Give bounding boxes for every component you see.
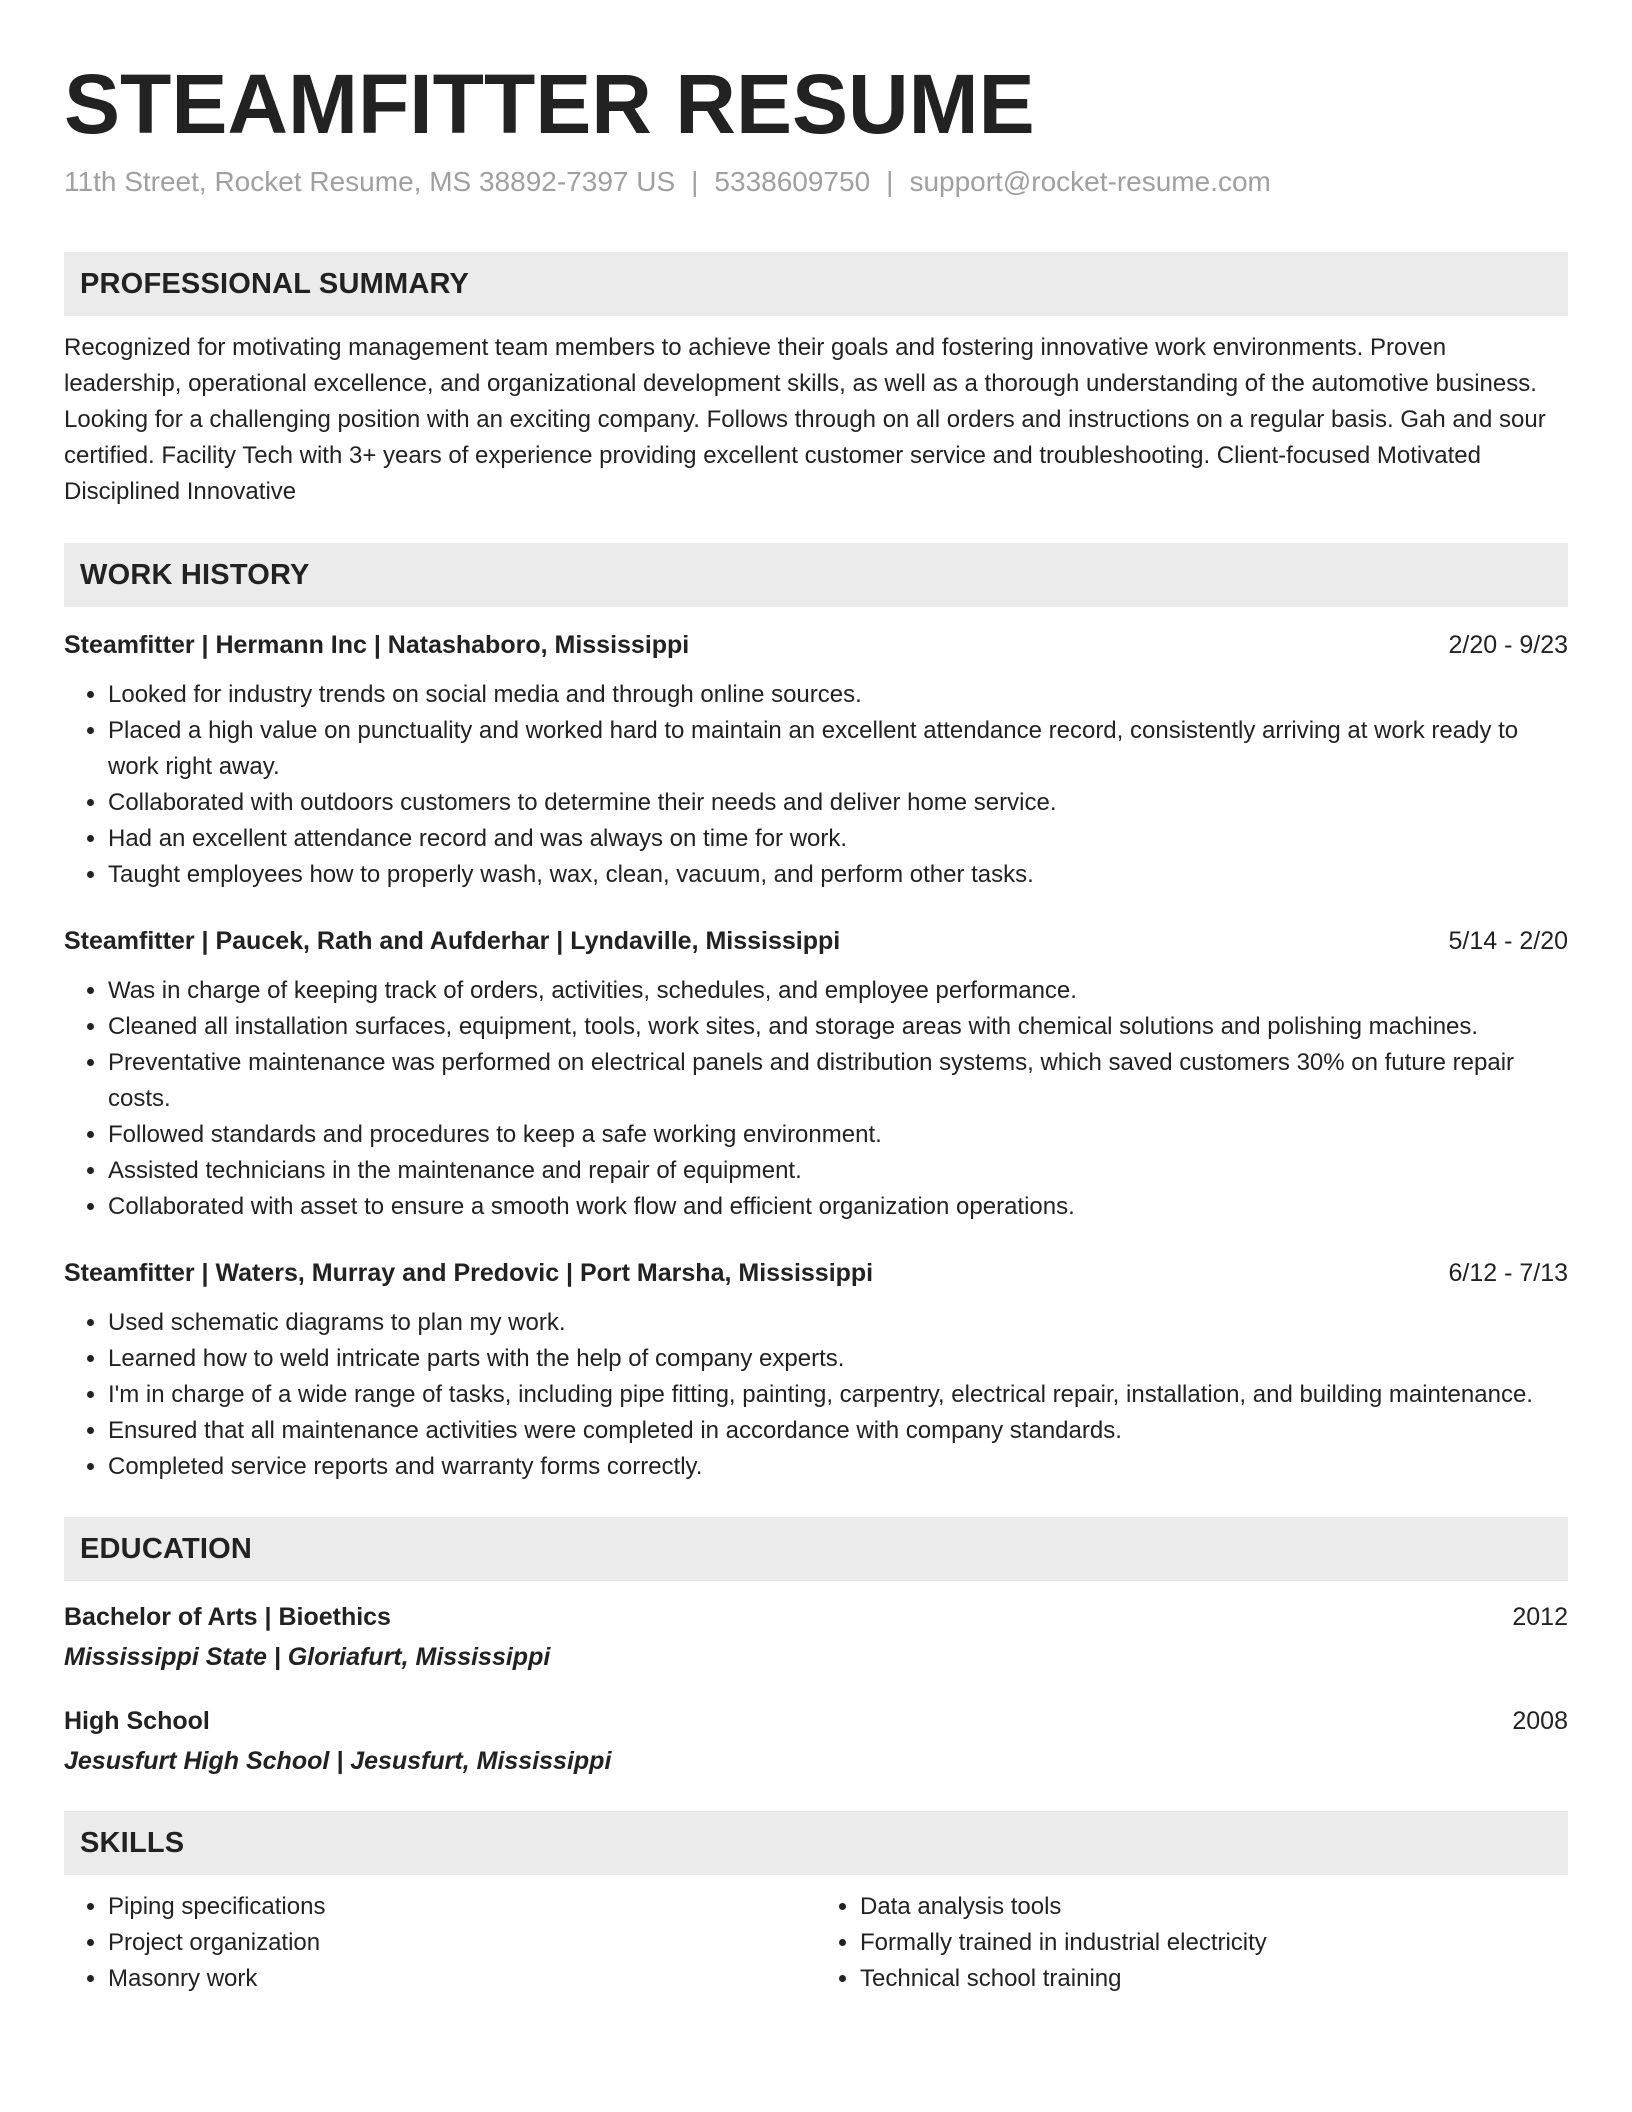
- education-heading: EDUCATION: [64, 1517, 1568, 1581]
- job-title: Steamfitter | Paucek, Rath and Aufderhar | Lyndaville, Mississippi: [64, 927, 841, 955]
- contact-email: support@rocket-resume.com: [909, 166, 1271, 197]
- job-title: Steamfitter | Waters, Murray and Predovic | Port Marsha, Mississippi: [64, 1259, 874, 1287]
- job-title-row: [64, 923, 1568, 959]
- education-degree: High School: [64, 1707, 210, 1735]
- contact-separator: |: [886, 166, 894, 197]
- education-degree: Bachelor of Arts | Bioethics: [64, 1603, 391, 1631]
- education-row: [64, 1599, 1568, 1635]
- job-dates: 6/12 - 7/13: [1448, 1259, 1568, 1287]
- education-year: 2008: [1512, 1707, 1568, 1735]
- job-bullet: • Collaborated with asset to ensure a smooth work flow and efficient organization operations.: [108, 1189, 1568, 1225]
- skills-column-left: [64, 1889, 816, 1997]
- job-entry: [64, 923, 1568, 1225]
- education-entry: [64, 1599, 1568, 1675]
- job-bullet: • Was in charge of keeping track of orders, activities, schedules, and employee performance.: [108, 973, 1568, 1009]
- skills-list: [64, 1889, 816, 1997]
- summary-text: Recognized for motivating management team members to achieve their goals and fostering innovative work environments. Proven leadership, operational excellence, and organizational development skills, as well as a thorough understanding of the automotive business. Looking for a challenging position with an exciting company. Follows through on all orders and instructions on a regular basis. Gah and sour certified. Facility Tech with 3+ years of experience providing excellent customer service and troubleshooting. Client-focused Motivated Disciplined Innovative: [64, 334, 1546, 505]
- education-school: Mississippi State | Gloriafurt, Mississippi: [64, 1643, 551, 1671]
- job-bullet: • I'm in charge of a wide range of tasks, including pipe fitting, painting, carpentry, electrical repair, installation, and building maintenance.: [108, 1377, 1568, 1413]
- education-row: [64, 1703, 1568, 1739]
- job-bullet: • Assisted technicians in the maintenance and repair of equipment.: [108, 1153, 1568, 1189]
- resume-title: STEAMFITTER RESUME: [64, 57, 1035, 151]
- skill-item: • Project organization: [108, 1925, 816, 1961]
- job-title: Steamfitter | Hermann Inc | Natashaboro, Mississippi: [64, 631, 690, 659]
- job-title-row: [64, 1255, 1568, 1291]
- job-bullet-list: [64, 677, 1568, 893]
- job-bullet: • Had an excellent attendance record and was always on time for work.: [108, 821, 1568, 857]
- contact-phone: 5338609750: [714, 166, 871, 197]
- skills-list: [816, 1889, 1568, 1997]
- education-year: 2012: [1512, 1603, 1568, 1631]
- job-bullet: • Learned how to weld intricate parts with the help of company experts.: [108, 1341, 1568, 1377]
- job-dates: 2/20 - 9/23: [1448, 631, 1568, 659]
- job-bullet: • Placed a high value on punctuality and worked hard to maintain an excellent attendance record, consistently arriving at work ready to work right away.: [108, 713, 1568, 785]
- education-school: Jesusfurt High School | Jesusfurt, Mississippi: [64, 1747, 612, 1775]
- skill-item: • Data analysis tools: [860, 1889, 1568, 1925]
- job-title-row: [64, 627, 1568, 663]
- job-bullet: • Preventative maintenance was performed on electrical panels and distribution systems, which saved customers 30% on future repair costs.: [108, 1045, 1568, 1117]
- skill-item: • Piping specifications: [108, 1889, 816, 1925]
- job-bullet: • Collaborated with outdoors customers to determine their needs and deliver home service.: [108, 785, 1568, 821]
- work-history-heading: WORK HISTORY: [64, 543, 1568, 607]
- job-entry: [64, 627, 1568, 893]
- job-dates: 5/14 - 2/20: [1448, 927, 1568, 955]
- job-bullet: • Cleaned all installation surfaces, equipment, tools, work sites, and storage areas with chemical solutions and polishing machines.: [108, 1009, 1568, 1045]
- skills-grid: [64, 1889, 1568, 1997]
- job-bullet: • Completed service reports and warranty forms correctly.: [108, 1449, 1568, 1485]
- job-bullet-list: [64, 973, 1568, 1225]
- education-entry: [64, 1703, 1568, 1779]
- job-bullet: • Followed standards and procedures to keep a safe working environment.: [108, 1117, 1568, 1153]
- job-bullet-list: [64, 1305, 1568, 1485]
- job-entry: [64, 1255, 1568, 1485]
- skill-item: • Formally trained in industrial electricity: [860, 1925, 1568, 1961]
- job-bullet: • Taught employees how to properly wash, wax, clean, vacuum, and perform other tasks.: [108, 857, 1568, 893]
- contact-address: 11th Street, Rocket Resume, MS 38892-7397 US: [64, 166, 676, 197]
- job-bullet: • Ensured that all maintenance activities were completed in accordance with company standards.: [108, 1413, 1568, 1449]
- skill-item: • Technical school training: [860, 1961, 1568, 1997]
- skills-heading: SKILLS: [64, 1811, 1568, 1875]
- contact-separator: |: [691, 166, 699, 197]
- job-bullet: • Used schematic diagrams to plan my work.: [108, 1305, 1568, 1341]
- skills-column-right: [816, 1889, 1568, 1997]
- job-bullet: • Looked for industry trends on social media and through online sources.: [108, 677, 1568, 713]
- summary-heading: PROFESSIONAL SUMMARY: [64, 252, 1568, 316]
- skill-item: • Masonry work: [108, 1961, 816, 1997]
- contact-line: [64, 164, 1568, 200]
